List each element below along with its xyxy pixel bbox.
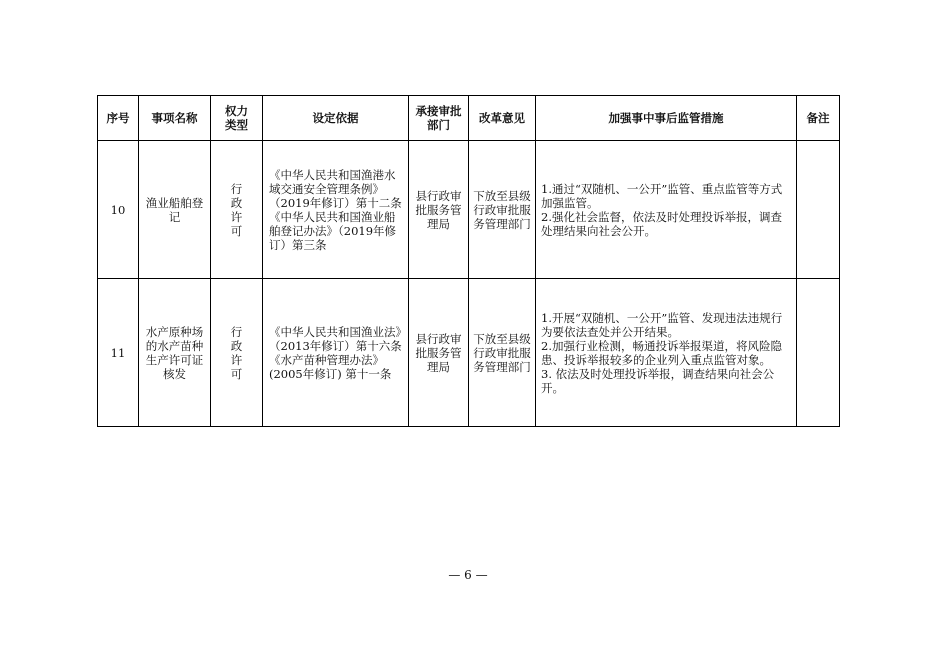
measure-line: 2.强化社会监督，依法及时处理投诉举报，调查处理结果向社会公开。 — [541, 209, 782, 238]
cell-no: 10 — [98, 141, 139, 279]
basis-line: 《中华人民共和国渔业法》（2013年修订）第十六条 — [269, 324, 402, 353]
regulatory-items-table — [97, 95, 840, 427]
cell-remark — [797, 141, 840, 279]
header-name: 事项名称 — [139, 96, 211, 141]
basis-line: 《水产苗种管理办法》(2005年修订) 第十一条 — [269, 352, 392, 381]
header-dept: 承接审批部门 — [409, 96, 469, 141]
cell-dept: 县行政审批服务管理局 — [409, 141, 469, 279]
cell-type: 行政许可 — [211, 141, 263, 279]
cell-measures — [536, 279, 797, 427]
page-number: — 6 — — [448, 568, 488, 582]
table-row — [98, 141, 840, 279]
cell-name: 水产原种场的水产苗种生产许可证核发 — [139, 279, 211, 427]
cell-dept: 县行政审批服务管理局 — [409, 279, 469, 427]
header-type: 权力类型 — [211, 96, 263, 141]
header-opinion: 改革意见 — [469, 96, 536, 141]
cell-basis — [263, 279, 409, 427]
cell-no: 11 — [98, 279, 139, 427]
cell-type: 行政许可 — [211, 279, 263, 427]
measure-line: 1.通过“双随机、一公开”监管、重点监管等方式加强监管。 — [541, 181, 783, 210]
basis-line: 《中华人民共和国渔业船舶登记办法》（2019年修订）第三条 — [269, 209, 397, 252]
cell-basis — [263, 141, 409, 279]
measure-line: 3. 依法及时处理投诉举报，调查结果向社会公开。 — [541, 366, 775, 395]
header-no: 序号 — [98, 96, 139, 141]
header-basis: 设定依据 — [263, 96, 409, 141]
cell-name: 渔业船舶登记 — [139, 141, 211, 279]
table-row — [98, 279, 840, 427]
cell-remark — [797, 279, 840, 427]
header-measures: 加强事中事后监管措施 — [536, 96, 797, 141]
header-remark: 备注 — [797, 96, 840, 141]
table-header-row — [98, 96, 840, 141]
cell-opinion: 下放至县级行政审批服务管理部门 — [469, 141, 536, 279]
basis-line: 《中华人民共和国渔港水域交通安全管理条例》（2019年修订）第十二条 — [269, 167, 402, 210]
measure-line: 2.加强行业检测，畅通投诉举报渠道，将风险隐患、投诉举报较多的企业列入重点监管对象。 — [541, 338, 782, 367]
cell-measures — [536, 141, 797, 279]
measure-line: 1.开展“双随机、一公开”监管、发现违法违规行为要依法查处并公开结果。 — [541, 310, 783, 339]
cell-opinion: 下放至县级行政审批服务管理部门 — [469, 279, 536, 427]
